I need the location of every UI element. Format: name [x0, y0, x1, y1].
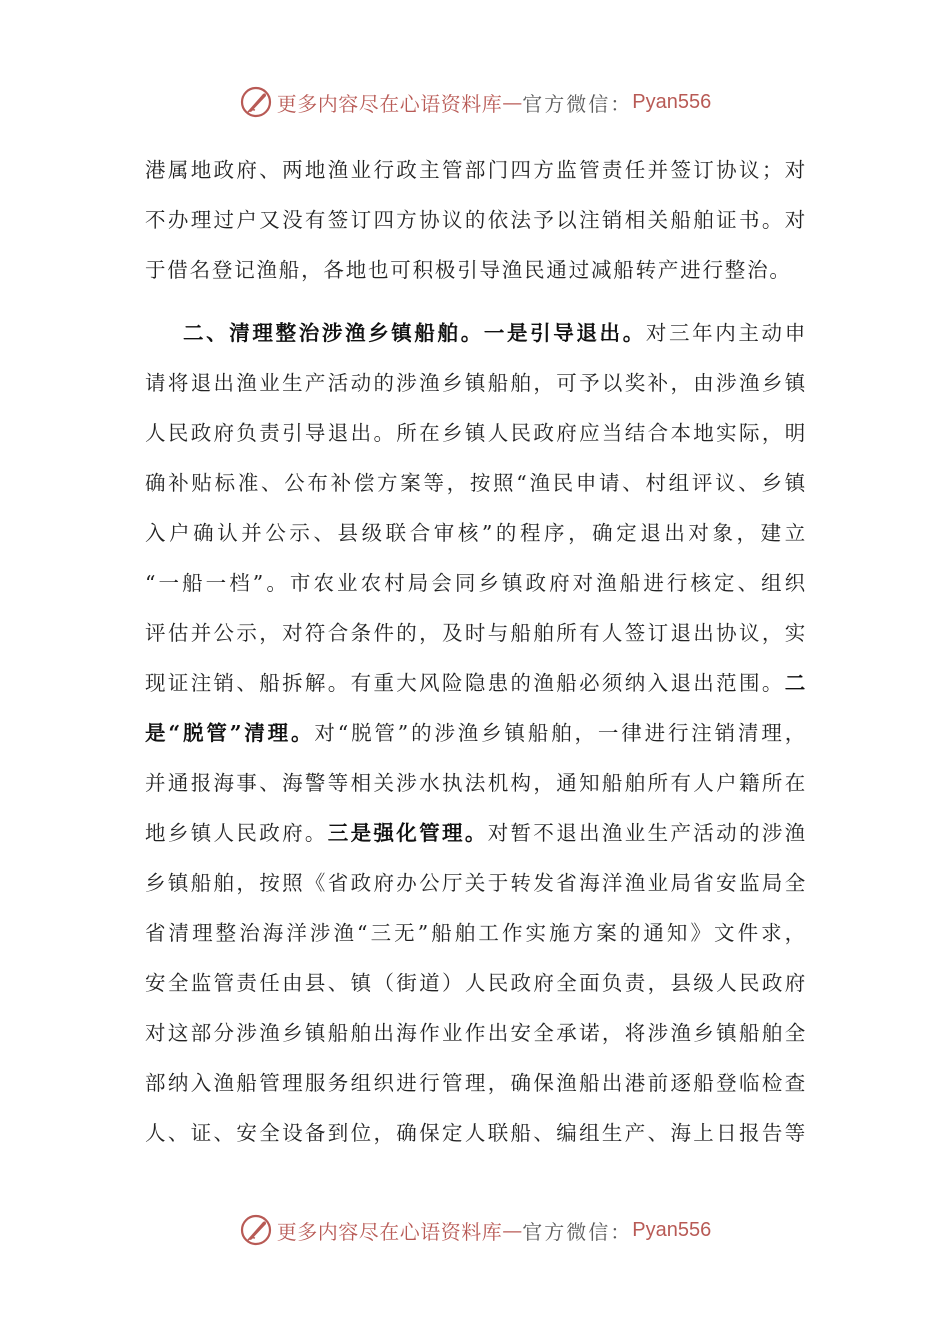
quill-pen-logo-icon — [239, 1213, 273, 1247]
bold-text: 是“脱管”清理。 — [145, 721, 315, 745]
paragraph-2 — [145, 308, 807, 1158]
footer-watermark-banner — [0, 1210, 950, 1250]
paragraph-text: 现证注销、船拆解。有重大风险隐患的渔船必须纳入退出范围。 — [145, 671, 785, 695]
paragraph-1 — [145, 145, 807, 295]
bold-text: 三是强化管理。 — [327, 821, 488, 845]
banner-official-text: 官方微信： — [522, 91, 633, 116]
paragraph-line: 乡镇船舶，按照《省政府办公厅关于转发省海洋渔业局省安监局全 — [145, 871, 807, 895]
banner-official-text: 官方微信： — [522, 1219, 633, 1244]
quill-pen-logo-icon — [239, 85, 273, 119]
banner-brand-text: 更多内容尽在心语资料库 — [276, 1219, 503, 1244]
paragraph-text: 对暂不退出渔业生产活动的涉渔 — [487, 821, 807, 845]
bold-text: 二 — [784, 671, 807, 695]
paragraph-line: 人民政府负责引导退出。所在乡镇人民政府应当结合本地实际，明 — [145, 421, 807, 445]
paragraph-line — [145, 708, 807, 758]
paragraph-line: 省清理整治海洋涉渔“三无”船舶工作实施方案的通知》文件求， — [145, 921, 807, 945]
paragraph-line — [145, 658, 807, 708]
paragraph-line: 入户确认并公示、县级联合审核”的程序，确定退出对象，建立 — [145, 521, 807, 545]
paragraph-line: 港属地政府、两地渔业行政主管部门四方监管责任并签订协议；对 — [145, 158, 807, 182]
paragraph-text: 对三年内主动申 — [645, 321, 807, 345]
paragraph-line: 请将退出渔业生产活动的涉渔乡镇船舶，可予以奖补，由涉渔乡镇 — [145, 371, 807, 395]
paragraph-line: 并通报海事、海警等相关涉水执法机构，通知船舶所有人户籍所在 — [145, 771, 807, 795]
paragraph-line: 人、证、安全设备到位，确保定人联船、编组生产、海上日报告等 — [145, 1121, 807, 1145]
paragraph-text: 对“脱管”的涉渔乡镇船舶，一律进行注销清理， — [314, 721, 807, 745]
section-heading: 二、清理整治涉渔乡镇船舶。一是引导退出。 — [183, 321, 646, 345]
paragraph-line — [145, 308, 807, 358]
paragraph-line: 部纳入渔船管理服务组织进行管理，确保渔船出港前逐船登临检查 — [145, 1071, 807, 1095]
banner-dash: — — [502, 1218, 523, 1242]
banner-dash: — — [502, 90, 523, 114]
paragraph-line: 于借名登记渔船，各地也可积极引导渔民通过减船转产进行整治。 — [145, 258, 792, 282]
paragraph-line: 评估并公示，对符合条件的，及时与船舶所有人签订退出协议，实 — [145, 621, 807, 645]
banner-wechat-id: Pyan556 — [632, 90, 712, 113]
paragraph-line: 确补贴标准、公布补偿方案等，按照“渔民申请、村组评议、乡镇 — [145, 471, 807, 495]
paragraph-line: 不办理过户又没有签订四方协议的依法予以注销相关船舶证书。对 — [145, 208, 807, 232]
paragraph-line: 安全监管责任由县、镇（街道）人民政府全面负责，县级人民政府 — [145, 971, 807, 995]
banner-brand-text: 更多内容尽在心语资料库 — [276, 91, 503, 116]
paragraph-line: 对这部分涉渔乡镇船舶出海作业作出安全承诺，将涉渔乡镇船舶全 — [145, 1021, 807, 1045]
paragraph-line: “一船一档”。市农业农村局会同乡镇政府对渔船进行核定、组织 — [145, 571, 807, 595]
banner-wechat-id: Pyan556 — [632, 1218, 712, 1241]
paragraph-line — [145, 808, 807, 858]
paragraph-text: 地乡镇人民政府。 — [145, 821, 328, 845]
header-watermark-banner — [0, 82, 950, 122]
